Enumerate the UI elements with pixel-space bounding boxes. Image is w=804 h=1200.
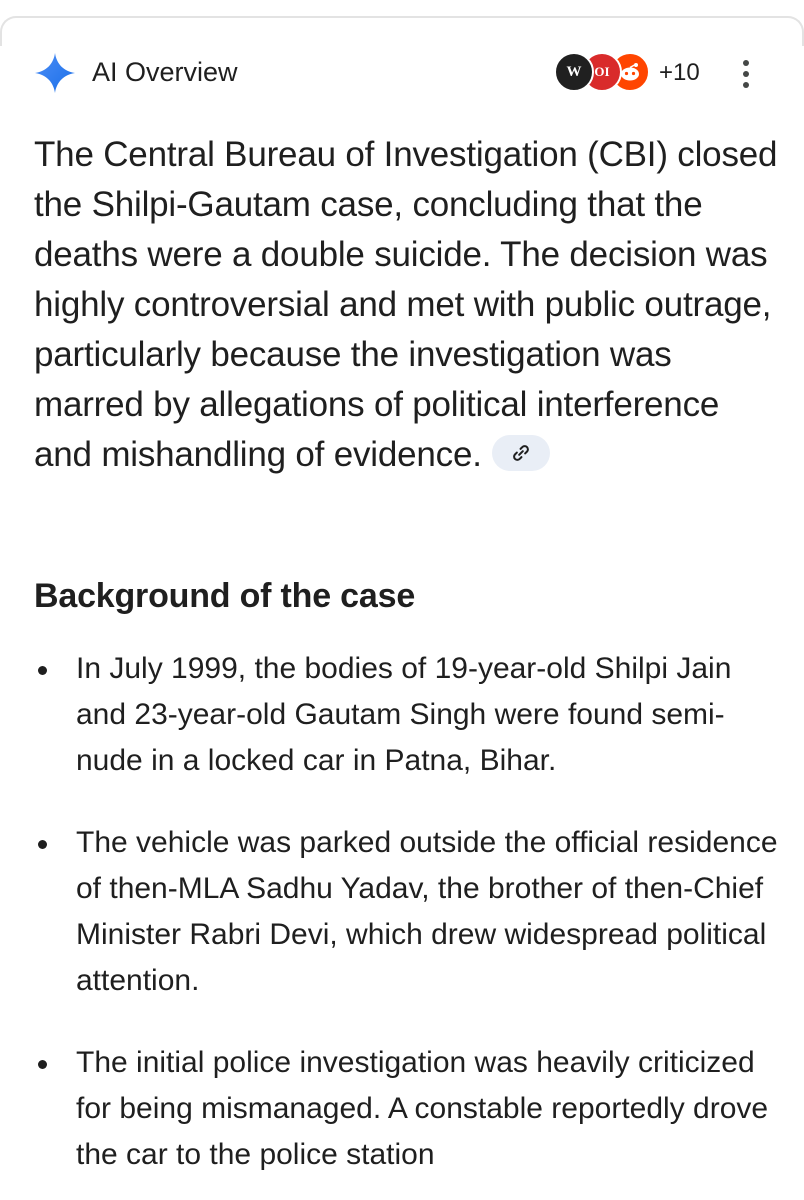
more-sources-count[interactable]: +10 xyxy=(659,59,700,86)
list-item: The initial police investigation was heavily criticized for being mismanaged. A constable reportedly drove the car to the police station xyxy=(34,1040,779,1178)
more-options-icon[interactable] xyxy=(739,60,753,88)
section-heading: Background of the case xyxy=(34,577,416,615)
background-bullet-list xyxy=(34,646,779,1200)
list-item: The vehicle was parked outside the official residence of then-MLA Sadhu Yadav, the brother of then-Chief Minister Rabri Devi, which drew widespread political attention. xyxy=(34,820,779,1004)
news-source-icon[interactable]: OI xyxy=(582,52,622,92)
sources-stack[interactable] xyxy=(554,52,734,92)
link-icon xyxy=(510,442,532,464)
ai-overview-title: AI Overview xyxy=(92,57,238,87)
ai-overview-header xyxy=(34,50,774,94)
citation-link-chip[interactable] xyxy=(492,435,550,471)
card-right-corner xyxy=(788,16,804,46)
wikipedia-source-icon[interactable]: W xyxy=(554,52,594,92)
overview-summary xyxy=(34,130,779,480)
card-top-border xyxy=(16,16,788,18)
list-item: In July 1999, the bodies of 19-year-old Shilpi Jain and 23-year-old Gautam Singh were found semi-nude in a locked car in Patna, Bihar. xyxy=(34,646,779,784)
card-left-corner xyxy=(0,16,16,46)
gemini-spark-icon xyxy=(34,52,76,94)
summary-text: The Central Bureau of Investigation (CBI) closed the Shilpi-Gautam case, concluding that the deaths were a double suicide. The decision was highly controversial and met with public outrage, particularly because the investigation was marred by allegations of political interference and mishandling of evidence. xyxy=(34,135,778,474)
